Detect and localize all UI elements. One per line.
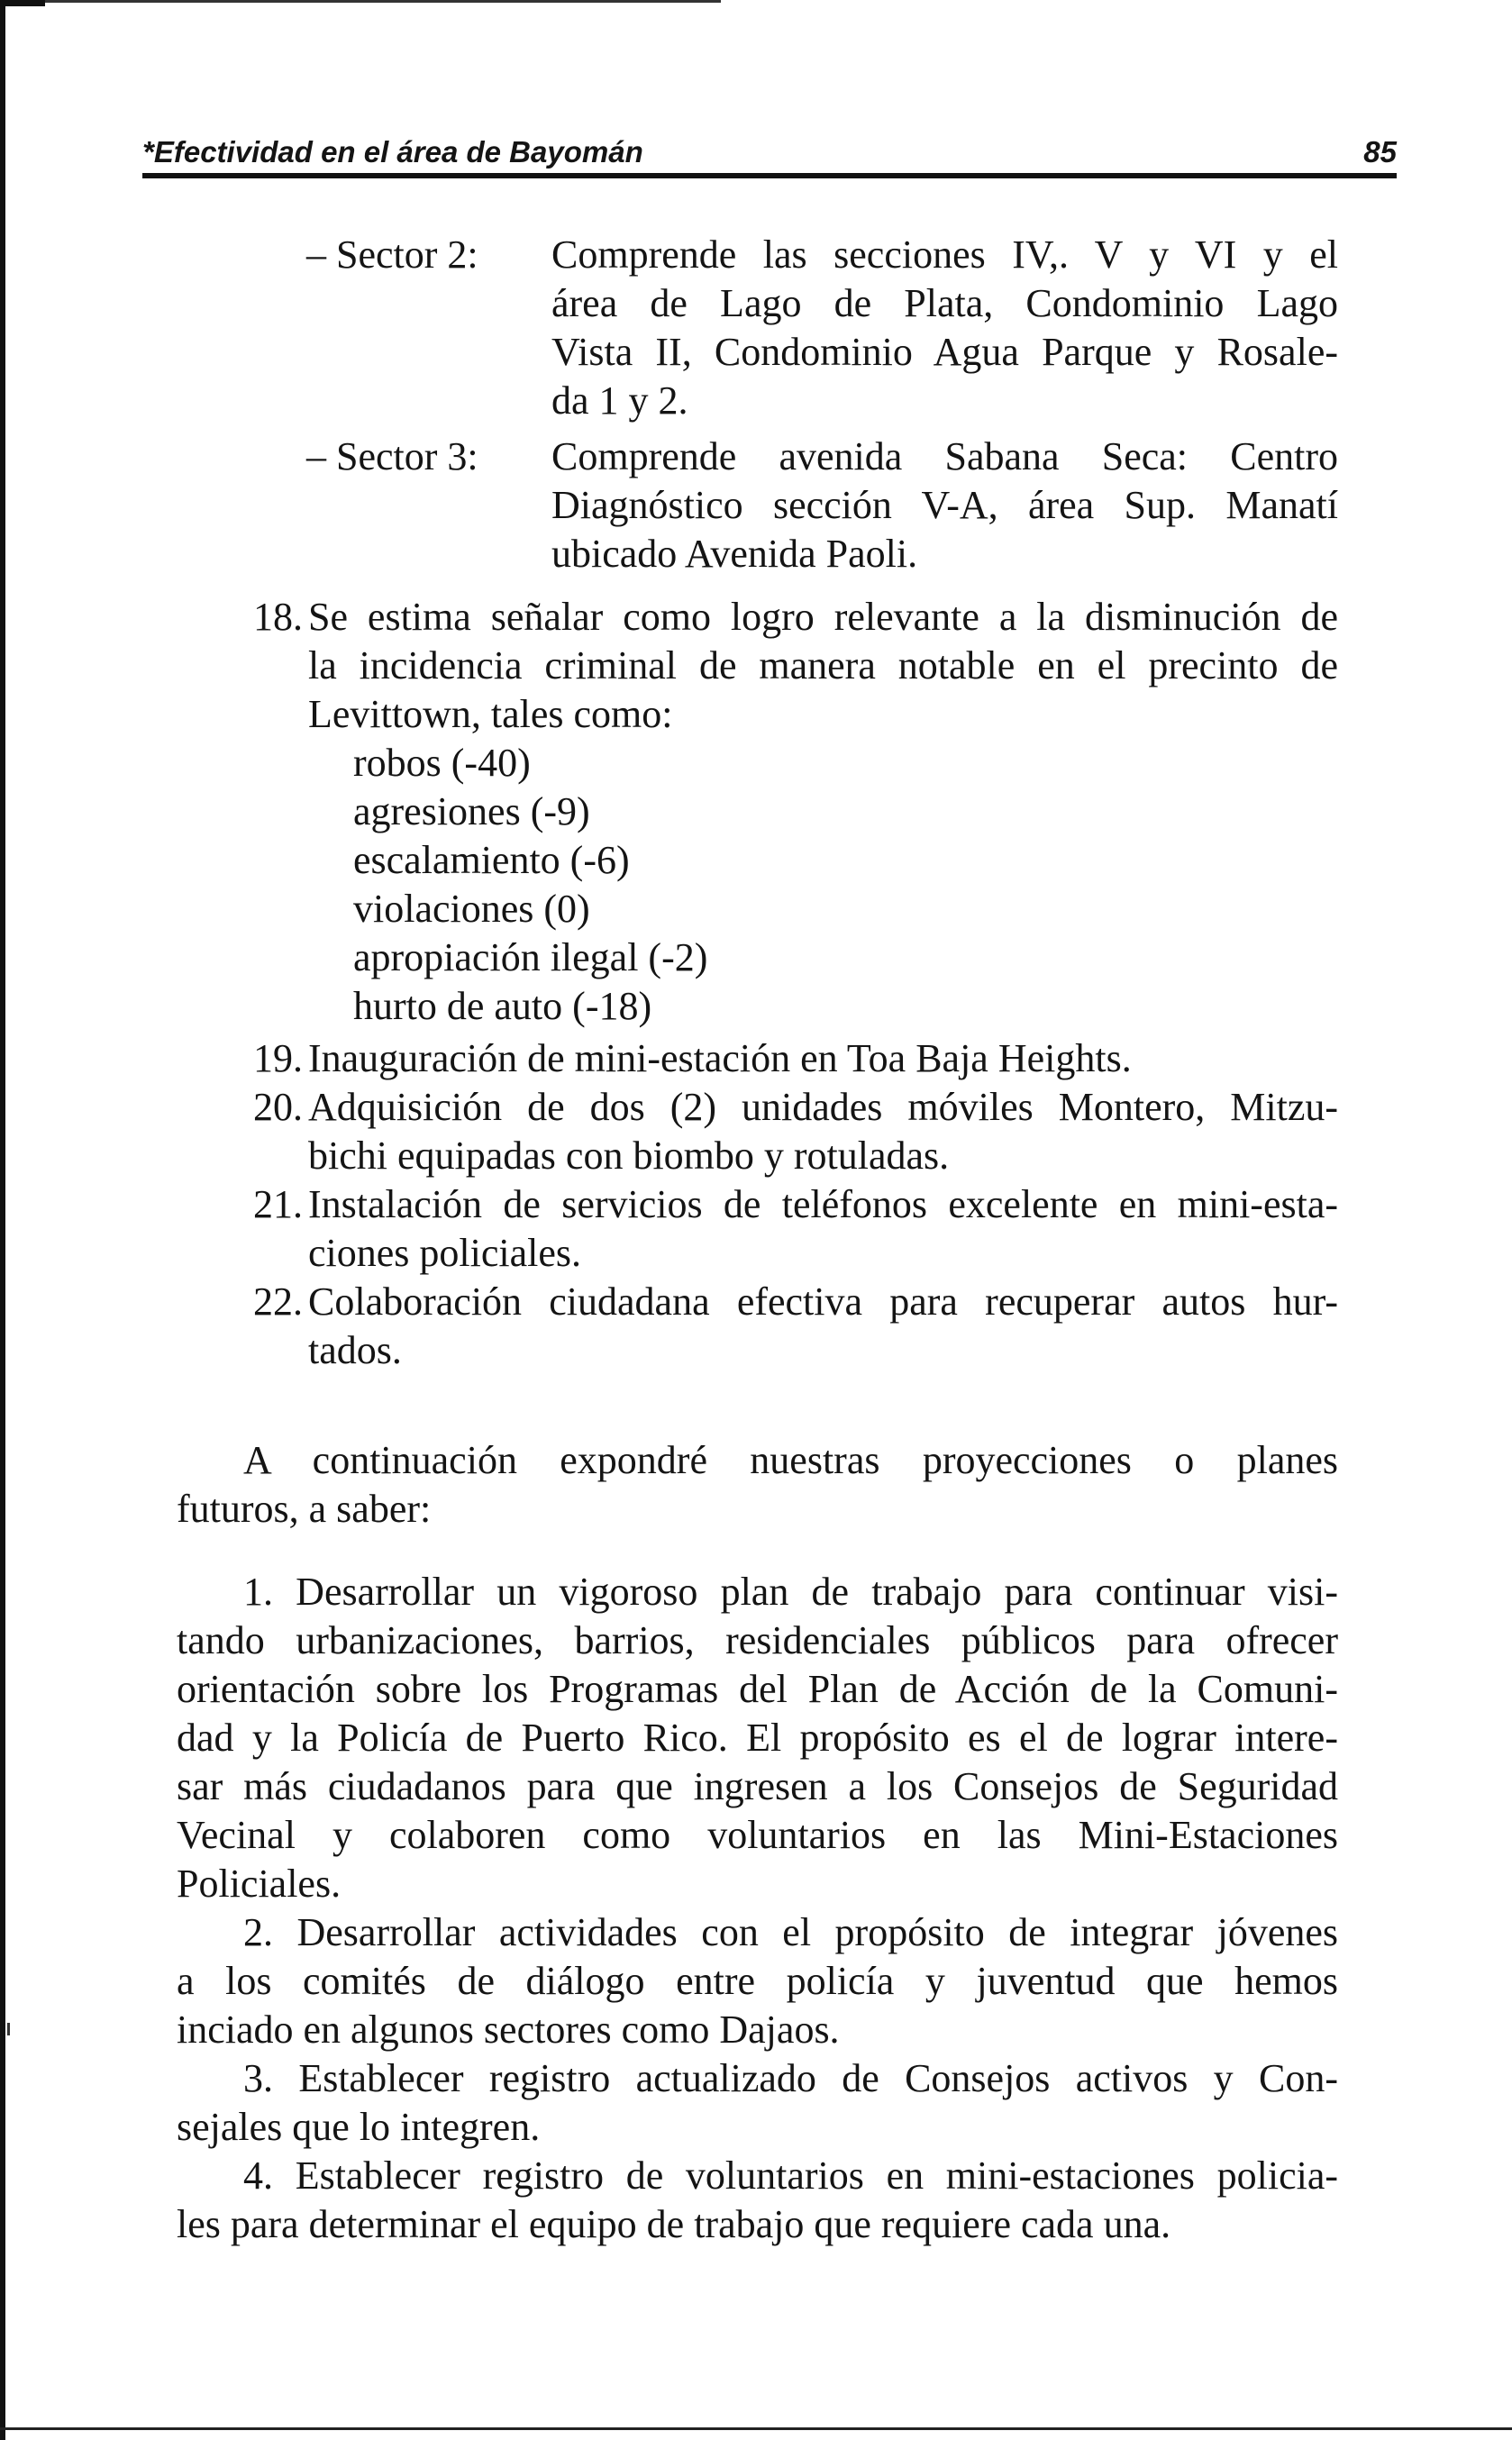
plan-line: 4. Establecer registro de voluntarios en mini-estaciones policia- — [243, 2153, 1338, 2198]
plan-line: les para determinar el equipo de trabajo que requiere cada una. — [177, 2202, 1171, 2246]
text-line: Diagnóstico sección V-A, área Sup. Manatí — [551, 483, 1338, 527]
text-line: bichi equipadas con biombo y rotuladas. — [308, 1134, 950, 1178]
sector-label: – Sector 2: — [306, 232, 478, 277]
crime-stat: escalamiento (-6) — [353, 838, 630, 882]
text-line: la incidencia criminal de manera notable en el precinto de — [308, 643, 1338, 687]
plan-line: sejales que lo integren. — [177, 2105, 541, 2149]
plan-line: Policiales. — [177, 1862, 342, 1906]
plan-line: dad y la Policía de Puerto Rico. El propósito es el de lograr intere- — [177, 1716, 1338, 1760]
running-header-title: *Efectividad en el área de Bayomán — [142, 135, 643, 168]
text-line: Adquisición de dos (2) unidades móviles Montero, Mitzu- — [308, 1085, 1338, 1129]
item-number: 21. — [253, 1182, 303, 1226]
text-line: da 1 y 2. — [551, 378, 688, 423]
plan-line: sar más ciudadanos para que ingresen a los Consejos de Seguridad — [177, 1764, 1338, 1808]
text-line: tados. — [308, 1328, 402, 1372]
page-number: 85 — [1363, 135, 1397, 168]
item-number: 19. — [253, 1036, 303, 1080]
plan-line: orientación sobre los Programas del Plan de Acción de la Comuni- — [177, 1667, 1338, 1711]
running-header — [142, 128, 1397, 178]
scan-border-bottom — [0, 2427, 1512, 2430]
text-line: Se estima señalar como logro relevante a la disminución de — [308, 595, 1338, 639]
item-number: 18. — [253, 595, 303, 639]
scan-border-top — [0, 0, 721, 3]
crime-stat: agresiones (-9) — [353, 789, 590, 833]
scan-artifact — [7, 2023, 10, 2035]
plan-line: inciado en algunos sectores como Dajaos. — [177, 2008, 840, 2052]
crime-stat: hurto de auto (-18) — [353, 984, 652, 1028]
crime-stat: apropiación ilegal (-2) — [353, 935, 708, 979]
paragraph-line: A continuación expondré nuestras proyecciones o planes — [243, 1438, 1338, 1482]
plan-line: Vecinal y colaboren como voluntarios en las Mini-Estaciones — [177, 1813, 1338, 1857]
text-line: ciones policiales. — [308, 1231, 582, 1275]
scan-border-left — [0, 0, 5, 2440]
text-line: Vista II, Condominio Agua Parque y Rosale- — [551, 330, 1338, 374]
text-line: Inauguración de mini-estación en Toa Baja Heights. — [308, 1036, 1132, 1080]
text-line: Instalación de servicios de teléfonos excelente en mini-esta- — [308, 1182, 1338, 1226]
text-line: Colaboración ciudadana efectiva para recuperar autos hur- — [308, 1279, 1338, 1324]
crime-stat: violaciones (0) — [353, 887, 590, 931]
plan-line: 3. Establecer registro actualizado de Consejos activos y Con- — [243, 2056, 1338, 2100]
text-line: área de Lago de Plata, Condominio Lago — [551, 281, 1338, 325]
paragraph-line: futuros, a saber: — [177, 1487, 432, 1531]
item-number: 22. — [253, 1279, 303, 1324]
text-line: Levittown, tales como: — [308, 692, 673, 736]
sector-label: – Sector 3: — [306, 434, 478, 478]
text-line: ubicado Avenida Paoli. — [551, 532, 918, 576]
plan-line: a los comités de diálogo entre policía y juventud que hemos — [177, 1959, 1338, 2003]
plan-line: tando urbanizaciones, barrios, residenciales públicos para ofrecer — [177, 1618, 1338, 1662]
scan-artifact — [0, 0, 45, 6]
crime-stat: robos (-40) — [353, 741, 531, 785]
item-number: 20. — [253, 1085, 303, 1129]
plan-line: 2. Desarrollar actividades con el propósito de integrar jóvenes — [243, 1910, 1338, 1954]
plan-line: 1. Desarrollar un vigoroso plan de trabajo para continuar visi- — [243, 1570, 1338, 1614]
text-line: Comprende avenida Sabana Seca: Centro — [551, 434, 1338, 478]
text-line: Comprende las secciones IV,. V y VI y el — [551, 232, 1338, 277]
